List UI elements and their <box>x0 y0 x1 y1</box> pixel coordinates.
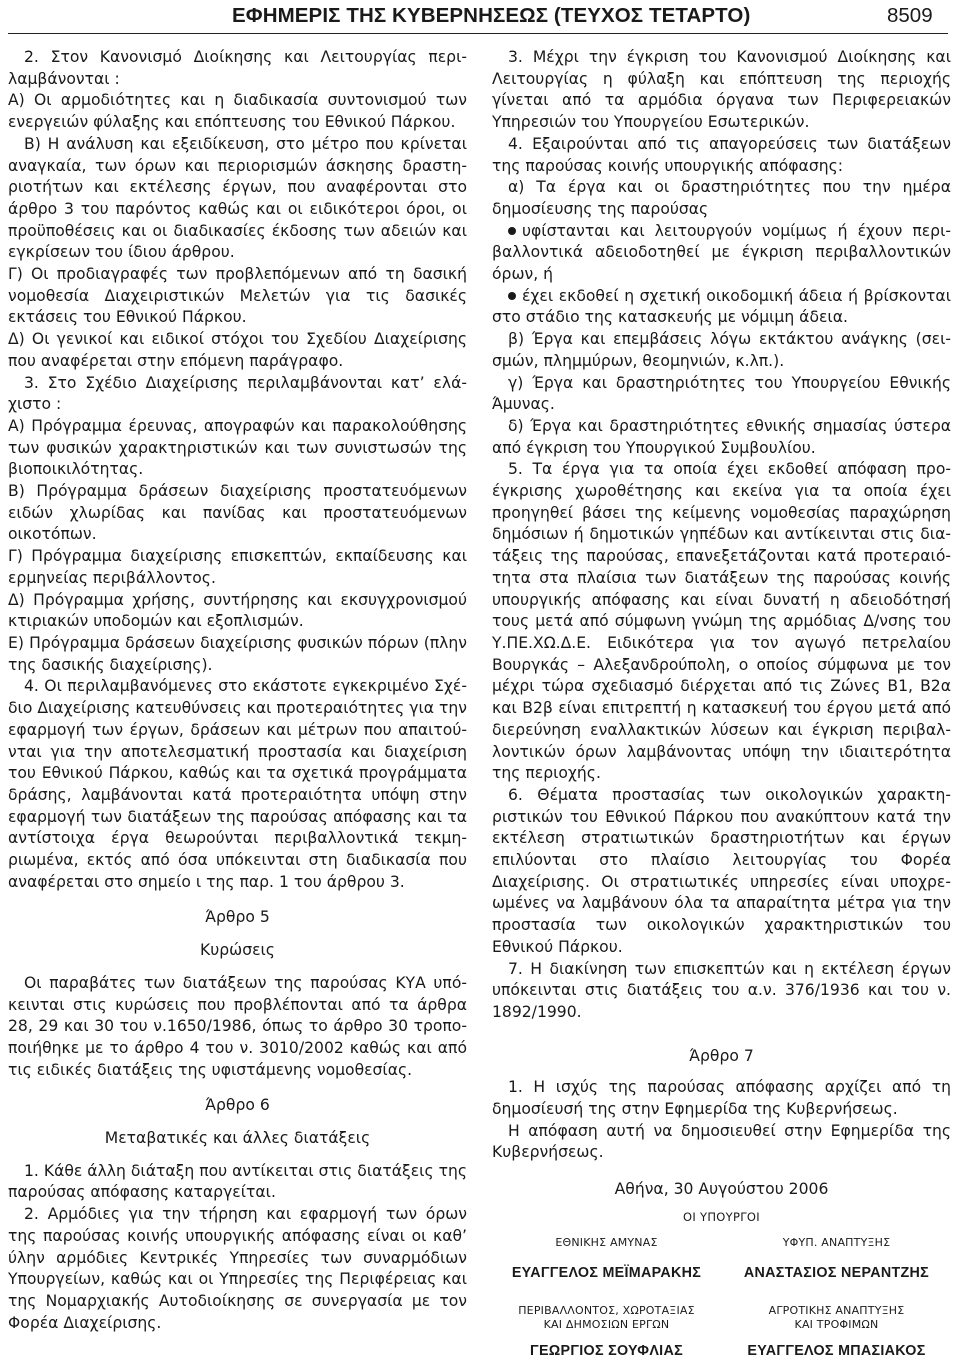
paragraph: Β) Πρόγραμμα δράσεων διαχείρισης προστατευόμενων ειδών χλωρίδας και πανίδας και προστατευόμενων οικοτόπων. <box>8 482 467 544</box>
paragraph: Γ) Πρόγραμμα διαχείρισης επισκεπτών, εκπαίδευσης και ερμηνείας περιβάλλοντος. <box>8 547 467 587</box>
bullet-icon <box>508 227 516 235</box>
paragraph: 2. Στον Κανονισμό Διοίκησης και Λειτουργίας περιλαμβάνονται : <box>8 48 467 88</box>
ministers-label: ΟΙ ΥΠΟΥΡΓΟΙ <box>683 1210 760 1224</box>
minister-title: ΚΑΙ ΔΗΜΟΣΙΩΝ ΕΡΓΩΝ <box>543 1318 670 1331</box>
article-5-subtitle: Κυρώσεις <box>200 941 275 960</box>
paragraph: 1. Η ισχύς της παρούσας απόφασης αρχίζει από τη δημοσίευσή της στην Εφημερίδα της Κυβερνήσεως. <box>492 1078 951 1119</box>
article-7-title: Άρθρο 7 <box>689 1046 754 1065</box>
paragraph: 7. Η διακίνηση των επισκεπτών και η εκτέλεση έργων υπόκεινται στις διατάξεις του α.ν. 376/1936 και του ν. 1892/1990. <box>492 959 951 1021</box>
place-date: Αθήνα, 30 Αυγούστου 2006 <box>614 1180 829 1198</box>
paragraph: 6. Θέματα προστασίας των οικολογικών χαρακτηριστικών του Εθνικού Πάρκου που ανακύπτουν κατά την εκτέλεση στρατιωτικών δραστηριοτήτων και έργων επιλύονται στο πλαίσιο λειτουργίας του Φορέα Διαχείρισης. Οι στρατιωτικές υπηρεσίες είναι υποχρεωμένες να λαμβάνουν όλα τα απαραίτητα μέτρα για την προστασία των οικολογικών χαρακτηριστικών του Εθνικού Πάρκου. <box>492 785 951 956</box>
page-number: 8509 <box>887 4 933 27</box>
paragraph: Η απόφαση αυτή να δημοσιευθεί στην Εφημερίδα της Κυβερνήσεως. <box>492 1121 951 1162</box>
paragraph: Δ) Οι γενικοί και ειδικοί στόχοι του Σχεδίου Διαχείρισης που αναφέρεται στην επόμενη παράγραφο. <box>8 330 467 370</box>
minister-name: ΓΕΩΡΓΙΟΣ ΣΟΥΦΛΙΑΣ <box>530 1343 683 1359</box>
minister-title: ΠΕΡΙΒΑΛΛΟΝΤΟΣ, ΧΩΡΟΤΑΞΙΑΣ <box>518 1304 695 1317</box>
signature-block <box>492 1236 721 1281</box>
signature-block <box>722 1304 951 1359</box>
paragraph: β) Έργα και επεμβάσεις λόγω εκτάκτου ανάγκης (σεισμών, πλημμύρων, θεομηνιών, κ.λπ.). <box>492 330 951 370</box>
bullet-item <box>492 221 951 286</box>
paragraph: δ) Έργα και δραστηριότητες εθνικής σημασίας ύστερα από έγκριση του Υπουργικού Συμβουλίου. <box>492 416 951 457</box>
paragraph: Β) Η ανάλυση και εξειδίκευση, στο μέτρο που κρίνεται αναγκαία, των όρων και περιορισμών άσκησης δραστηριοτήτων και εκτέλεσης έργων, που αναφέρονται στο άρθρο 3 του παρόντος καθώς και οι ειδικότεροι όροι, οι προϋποθέσεις και οι διαδικασίες έκδοσης των αδειών και εγκρίσεων του ίδιου άρθρου. <box>8 134 467 262</box>
signature-block <box>492 1304 721 1359</box>
article-6-title: Άρθρο 6 <box>205 1096 270 1115</box>
minister-name: ΑΝΑΣΤΑΣΙΟΣ ΝΕΡΑΝΤΖΗΣ <box>743 1265 930 1281</box>
signature-block <box>722 1236 951 1281</box>
paragraph: 3. Μέχρι την έγκριση του Κανονισμού Διοίκησης και Λειτουργίας η φύλαξη και επόπτευση της περιοχής γίνεται από τα αρμόδια όργανα των Περιφερειακών Υπηρεσιών του Υπουργείου Εσωτερικών. <box>492 48 951 132</box>
paragraph: Ε) Πρόγραμμα δράσεων διαχείρισης φυσικών πόρων (πλην της δασικής διαχείρισης). <box>8 633 467 674</box>
paragraph: Οι παραβάτες των διατάξεων της παρούσας ΚΥΑ υπόκεινται στις κυρώσεις που προβλέπονται από τα άρθρα 28, 29 και 30 του ν.1650/1986, όπως το άρθρο 30 τροποποιήθηκε με το άρθρο 4 του ν. 3010/2002 καθώς και από τις ειδικές διατάξεις της υφιστάμενης νομοθεσίας. <box>8 973 467 1079</box>
paragraph: Δ) Πρόγραμμα χρήσης, συντήρησης και εκσυγχρονισμού κτιριακών υποδομών και εξοπλισμών. <box>8 590 467 631</box>
right-column <box>492 47 951 1164</box>
left-column <box>8 47 467 1334</box>
paragraph: 3. Στο Σχέδιο Διαχείρισης περιλαμβάνονται κατ’ ελάχιστο : <box>8 373 467 414</box>
paragraph: 4. Οι περιλαμβανόμενες στο εκάστοτε εγκεκριμένο Σχέδιο Διαχείρισης κατευθύνσεις και προτεραιότητες για την εφαρμογή των έργων, δράσεων και μέτρων που απαιτούνται για την αποτελεσματική προστασία και διαχείριση του Εθνικού Πάρκου, καθώς και τα σχετικά προγράμματα δράσης, λαμβάνονται κατά προτεραιότητα υπόψη στην εφαρμογή των διατάξεων της παρούσας απόφασης και τα αντίστοιχα έργα θεωρούνται περιβαλλοντικά τεκμηριωμένα, εκτός από όσα υπόκεινται στη διαδικασία που αναφέρεται στο σημείο ι της παρ. 1 του άρθρου 3. <box>8 677 467 891</box>
paragraph: α) Τα έργα και οι δραστηριότητες που την ημέρα δημοσίευσης της παρούσας <box>492 178 951 218</box>
article-6-subtitle: Μεταβατικές και άλλες διατάξεις <box>104 1129 371 1148</box>
paragraph: Α) Πρόγραμμα έρευνας, απογραφών και παρακολούθησης των φυσικών χαρακτηριστικών και των συνιστωσών της βιοποικιλότητας. <box>8 416 467 479</box>
article-5-title: Άρθρο 5 <box>205 908 270 927</box>
minister-title: ΚΑΙ ΤΡΟΦΙΜΩΝ <box>794 1318 879 1331</box>
minister-name: ΕΥΑΓΓΕΛΟΣ ΜΠΑΣΙΑΚΟΣ <box>747 1343 926 1359</box>
minister-title: ΑΓΡΟΤΙΚΗΣ ΑΝΑΠΤΥΞΗΣ <box>768 1304 905 1317</box>
minister-title: ΕΘΝΙΚΗΣ ΑΜΥΝΑΣ <box>555 1236 658 1249</box>
gazette-title: ΕΦΗΜΕΡΙΣ ΤΗΣ ΚΥΒΕΡΝΗΣΕΩΣ (ΤΕΥΧΟΣ ΤΕΤΑΡΤΟ) <box>232 4 751 27</box>
paragraph: Γ) Οι προδιαγραφές των προβλεπόμενων από τη δασική νομοθεσία Διαχειριστικών Μελετών για τις δασικές εκτάσεις του Εθνικού Πάρκου. <box>8 265 467 327</box>
minister-name: ΕΥΑΓΓΕΛΟΣ ΜΕΪΜΑΡΑΚΗΣ <box>511 1265 702 1281</box>
paragraph: 2. Αρμόδιες για την τήρηση και εφαρμογή των όρων της παρούσας κοινής υπουργικής απόφασης είναι οι καθ’ ύλην αρμόδιες Κεντρικές Υπηρεσίες των συναρμόδιων Υπουργείων, καθώς και οι Υπηρεσίες της Περιφέρειας και της Νομαρχιακής Αυτοδιοίκησης σε συνεργασία με τον Φορέα Διαχείρισης. <box>8 1205 467 1332</box>
bullet-item <box>492 286 951 329</box>
paragraph: Α) Οι αρμοδιότητες και η διαδικασία συντονισμού των ενεργειών φύλαξης και επόπτευσης του Εθνικού Πάρκου. <box>8 91 467 132</box>
bullet-icon <box>508 292 516 300</box>
paragraph: γ) Έργα και δραστηριότητες του Υπουργείου Εθνικής Άμυνας. <box>492 373 951 414</box>
paragraph: 5. Τα έργα για τα οποία έχει εκδοθεί απόφαση προέγκρισης χωροθέτησης και εκείνα για τα οποία έχει προηγηθεί βάσει της κείμενης νομοθεσίας παραχώρηση δημόσιων ή δημοτικών γηπέδων και αντίκεινται στις διατάξεις της παρούσας, επανεξετάζονται κατά προτεραιότητα στα πλαίσια των διατάξεων της παρούσας κοινής υπουργικής απόφασης και είναι δυνατή η αδειοδότησή τους μετά από σύμφωνη γνώμη της αρμόδιας Δ/νσης του Υ.ΠΕ.ΧΩ.Δ.Ε. Ειδικότερα για τον αγωγό πετρελαίου Βουργκάς – Αλεξανδρούπολη, ο οποίος σύμφωνα με τον μέχρι τώρα σχεδιασμό διέρχεται από τις Ζώνες Β1, Β2α και Β2β είναι επιτρεπτή η κατασκευή του έργου μετά από διερεύνηση εναλλακτικών λύσεων και έγκριση περιβαλλοντικών όρων λαμβάνοντας υπόψη την ιδιαιτερότητα της περιοχής. <box>492 460 951 783</box>
header-rule <box>8 33 948 34</box>
minister-title: ΥΦΥΠ. ΑΝΑΠΤΥΞΗΣ <box>782 1236 891 1249</box>
paragraph: 1. Κάθε άλλη διάταξη που αντίκειται στις διατάξεις της παρούσας απόφασης καταργείται. <box>8 1161 467 1202</box>
bullet-text: υφίστανται και λειτουργούν νομίμως ή έχουν περιβαλλοντικά αδειοδοτηθεί με έγκριση περιβαλλοντικών όρων, ή <box>492 221 951 284</box>
bullet-text: έχει εκδοθεί η σχετική οικοδομική άδεια ή βρίσκονται στο στάδιο της κατασκευής με νόμιμη άδεια. <box>492 286 951 327</box>
paragraph: 4. Εξαιρούνται από τις απαγορεύσεις των διατάξεων της παρούσας κοινής υπουργικής απόφασης: <box>492 134 951 175</box>
page-header <box>0 0 960 40</box>
